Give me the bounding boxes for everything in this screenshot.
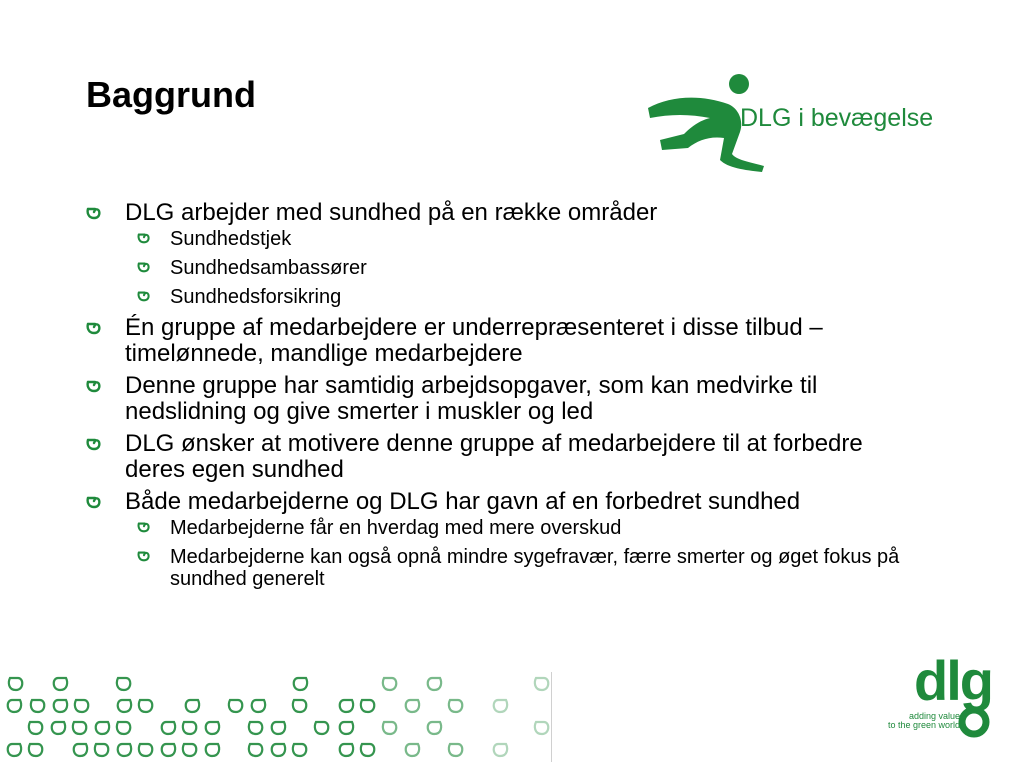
leaf-icon	[183, 744, 196, 756]
leaf-icon	[117, 722, 130, 734]
bullet-icon	[137, 550, 151, 562]
decorative-leaf-pattern	[0, 668, 560, 768]
leaf-icon	[340, 722, 353, 734]
leaf-icon	[272, 722, 285, 734]
leaf-icon	[428, 722, 441, 734]
leaf-icon	[186, 700, 199, 712]
bullet-text: DLG ønsker at motivere denne gruppe af medarbejdere til at forbedre deres egen sundhed	[125, 430, 863, 483]
leaf-icon	[449, 744, 462, 756]
bullet-text: Sundhedsambassører	[170, 257, 367, 279]
bullet-item	[86, 200, 926, 226]
sub-bullet-item	[86, 546, 926, 590]
leaf-icon	[293, 744, 306, 756]
bullet-item	[86, 373, 926, 425]
bullet-icon	[137, 521, 151, 533]
leaf-icon	[340, 700, 353, 712]
leaf-icon	[117, 678, 130, 690]
logo-text: DLG i bevægelse	[740, 104, 934, 132]
bullet-icon	[86, 206, 102, 220]
leaf-icon	[383, 722, 396, 734]
leaf-icon	[293, 700, 306, 712]
bullet-text: Både medarbejderne og DLG har gavn af en forbedret sundhed	[125, 488, 801, 515]
leaf-icon	[361, 744, 374, 756]
leaf-icon	[75, 700, 88, 712]
leaf-icon	[229, 700, 242, 712]
bullet-item	[86, 489, 926, 515]
leaf-icon	[162, 744, 175, 756]
bullet-text: Sundhedstjek	[170, 228, 292, 250]
bullet-item	[86, 431, 926, 483]
leaf-icon	[206, 744, 219, 756]
sub-bullet-item	[86, 257, 926, 279]
leaf-icon	[383, 678, 396, 690]
leaf-icon	[361, 700, 374, 712]
leaf-icon	[494, 700, 507, 712]
leaf-icon	[272, 744, 285, 756]
leaf-icon	[118, 700, 131, 712]
dlg-logo	[870, 649, 1000, 750]
leaf-icon	[535, 722, 548, 734]
leaf-icon	[74, 744, 87, 756]
leaf-icon	[252, 700, 265, 712]
bullet-text: DLG arbejder med sundhed på en række områder	[125, 199, 658, 226]
sub-bullet-item	[86, 286, 926, 308]
leaf-icon	[9, 678, 22, 690]
divider	[551, 672, 552, 762]
leaf-icon	[162, 722, 175, 734]
dlg-tagline	[875, 712, 960, 730]
leaf-icon	[96, 722, 109, 734]
leaf-icon	[206, 722, 219, 734]
bullet-icon	[137, 290, 151, 302]
bullet-list	[86, 200, 926, 597]
dlg-wordmark: dlg	[914, 649, 992, 712]
leaf-icon	[8, 744, 21, 756]
bullet-text: Medarbejderne får en hverdag med mere overskud	[170, 517, 622, 539]
leaf-icon	[249, 722, 262, 734]
leaf-icon	[95, 744, 108, 756]
tagline-line-2: to the green world	[887, 720, 960, 730]
bullet-text: Sundhedsforsikring	[170, 286, 342, 308]
leaf-icon	[54, 678, 67, 690]
bullet-icon	[86, 495, 102, 509]
leaf-icon	[315, 722, 328, 734]
leaf-icon	[73, 722, 86, 734]
leaf-icon	[29, 722, 42, 734]
bullet-text: Medarbejderne kan også opnå mindre sygefravær, færre smerter og øget fokus på sundhed generelt	[170, 546, 900, 590]
leaf-icon	[494, 744, 507, 756]
leaf-icon	[249, 744, 262, 756]
sub-bullet-item	[86, 517, 926, 539]
leaf-icon	[340, 744, 353, 756]
bullet-icon	[137, 232, 151, 244]
leaf-icon	[139, 744, 152, 756]
leaf-icon	[535, 678, 548, 690]
leaf-icon	[52, 722, 65, 734]
sub-bullet-item	[86, 228, 926, 250]
bullet-icon	[86, 379, 102, 393]
bullet-text: Denne gruppe har samtidig arbejdsopgaver, som kan medvirke til nedslidning og give smerter i muskler og led	[125, 372, 818, 425]
leaf-icon	[406, 744, 419, 756]
bullet-text: Én gruppe af medarbejdere er underrepræsenteret i disse tilbud – timelønnede, mandlige medarbejdere	[125, 314, 823, 367]
tagline-line-1: adding value	[908, 711, 960, 721]
leaf-icon	[449, 700, 462, 712]
leaf-icon	[406, 700, 419, 712]
leaf-icon	[29, 744, 42, 756]
bullet-icon	[86, 321, 102, 335]
leaf-icon	[31, 700, 44, 712]
leaf-icon	[139, 700, 152, 712]
leaf-icon	[118, 744, 131, 756]
bullet-icon	[86, 437, 102, 451]
leaf-icon	[183, 722, 196, 734]
slide-title: Baggrund	[86, 74, 256, 115]
dlg-i-bevaegelse-logo	[640, 68, 960, 176]
leaf-icon	[54, 700, 67, 712]
bullet-item	[86, 315, 926, 367]
leaf-icon	[294, 678, 307, 690]
leaf-icon	[8, 700, 21, 712]
leaf-icon	[428, 678, 441, 690]
bullet-icon	[137, 261, 151, 273]
